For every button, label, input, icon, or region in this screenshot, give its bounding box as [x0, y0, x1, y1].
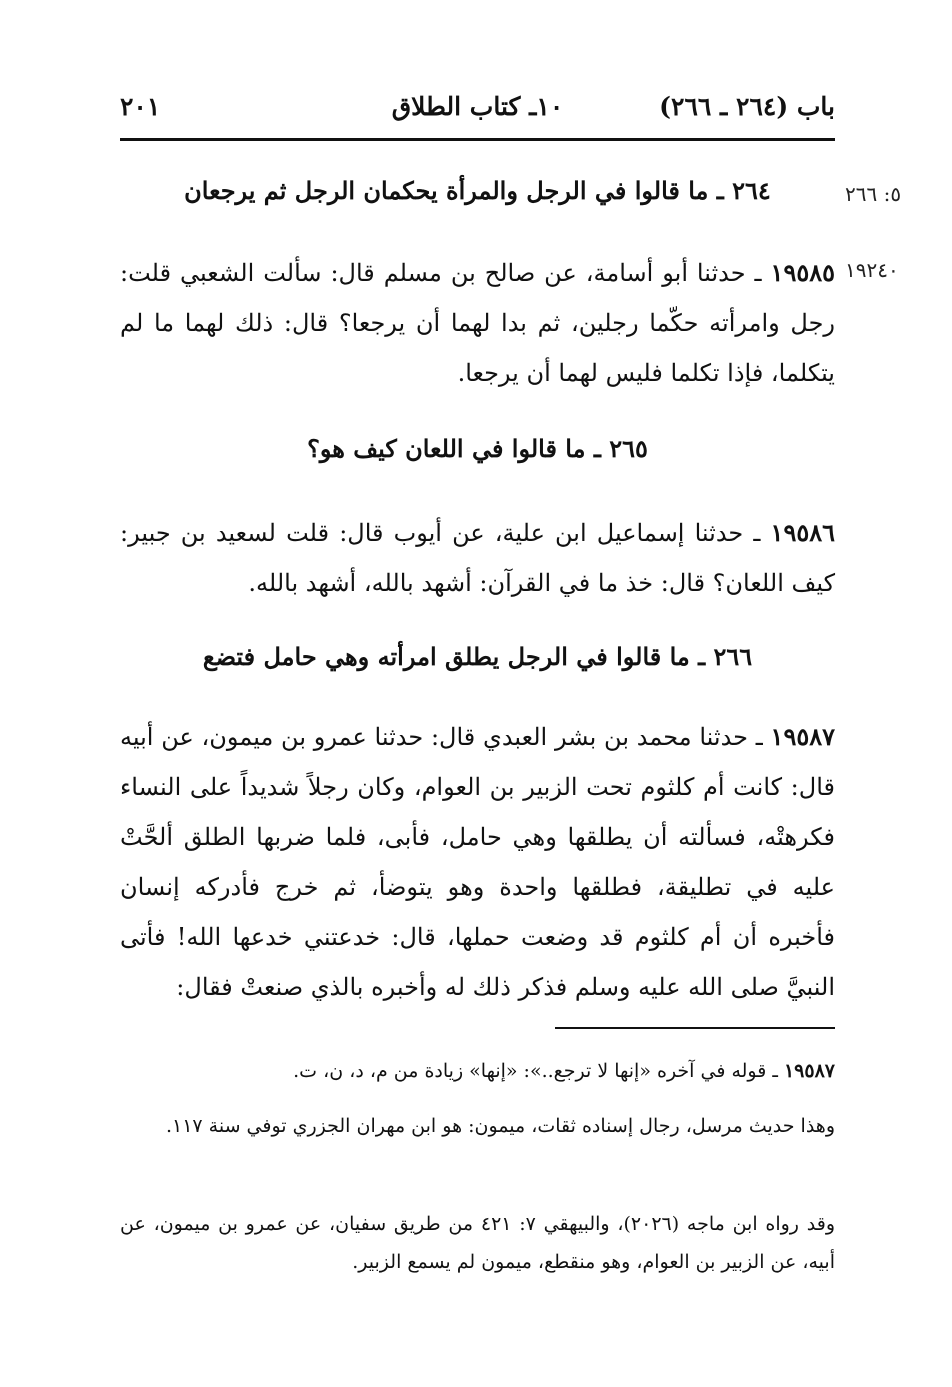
header-book-title: ١٠ـ كتاب الطلاق	[391, 92, 564, 121]
hadith-number: ١٩٥٨٧	[770, 722, 835, 751]
hadith-text: ـ حدثنا محمد بن بشر العبدي قال: حدثنا عمرو بن ميمون، عن أبيه قال: كانت أم كلثوم تحت الزبير بن العوام، وكان رجلاً شديداً على النساء فكرهتْه، فسألته أن يطلقها وهي حامل، فأبى، فلما ضربها الطلق ألحَّتْ عليه في تطليقة، فطلقها واحدة وهو يتوضأ، ثم خرج فأدركه إنسان فأخبره أن أم كلثوم قد وضعت حملها، قال: خدعتني خدعها الله! فأتى النبيَّ صلى الله عليه وسلم فذكر ذلك له وأخبره بالذي صنعتْ فقال:	[120, 723, 835, 1001]
hadith-number: ١٩٥٨٥	[770, 258, 835, 287]
running-header	[120, 92, 835, 132]
hadith-number: ١٩٥٨٦	[770, 518, 835, 547]
footnote-2: وهذا حديث مرسل، رجال إسناده ثقات، ميمون: هو ابن مهران الجزري توفي سنة ١١٧.	[165, 1115, 835, 1137]
hadith-text: ـ حدثنا أبو أسامة، عن صالح بن مسلم قال: سألت الشعبي قلت: رجل وامرأته حكّما رجلين، ثم بدا لهما أن يرجعا؟ قال: ذلك لهما ما لم يتكلما، فإذا تكلما فليس لهما أن يرجعا.	[120, 259, 835, 387]
header-section: باب (٢٦٤ ـ ٢٦٦)	[659, 92, 835, 121]
hadith-text: ـ حدثنا إسماعيل ابن علية، عن أيوب قال: قلت لسعيد بن جبير: كيف اللعان؟ قال: خذ ما في القرآن: أشهد بالله، أشهد بالله.	[120, 519, 835, 597]
footnote-divider	[555, 1027, 835, 1029]
chapter-title-264: ٢٦٤ ـ ما قالوا في الرجل والمرأة يحكمان الرجل ثم يرجعان	[184, 176, 771, 205]
margin-reference-hadith: ١٩٢٤٠	[845, 258, 899, 282]
header-divider	[120, 138, 835, 141]
footnote-3: وقد رواه ابن ماجه (٢٠٢٦)، والبيهقي ٧: ٤٢١ من طريق سفيان، عن عمرو بن ميمون، عن أبيه، عن الزبير بن العوام، وهو منقطع، ميمون لم يسمع الزبير.	[120, 1213, 835, 1273]
chapter-title-266: ٢٦٦ ـ ما قالوا في الرجل يطلق امرأته وهي حامل فتضع	[202, 642, 753, 671]
hadith-19585	[120, 248, 835, 398]
hadith-19587	[120, 712, 835, 1012]
footnote-hadith-number: ١٩٥٨٧	[783, 1060, 835, 1082]
hadith-19586	[120, 508, 835, 608]
chapter-title-265: ٢٦٥ ـ ما قالوا في اللعان كيف هو؟	[307, 434, 648, 463]
footnote-text: ـ قوله في آخره «إنها لا ترجع..»: «إنها» زيادة من م، د، ن، ت.	[293, 1060, 784, 1082]
margin-reference-chapter: ٥: ٢٦٦	[845, 182, 902, 206]
page-number: ٢٠١	[120, 92, 161, 121]
footnote-1	[120, 1052, 835, 1090]
